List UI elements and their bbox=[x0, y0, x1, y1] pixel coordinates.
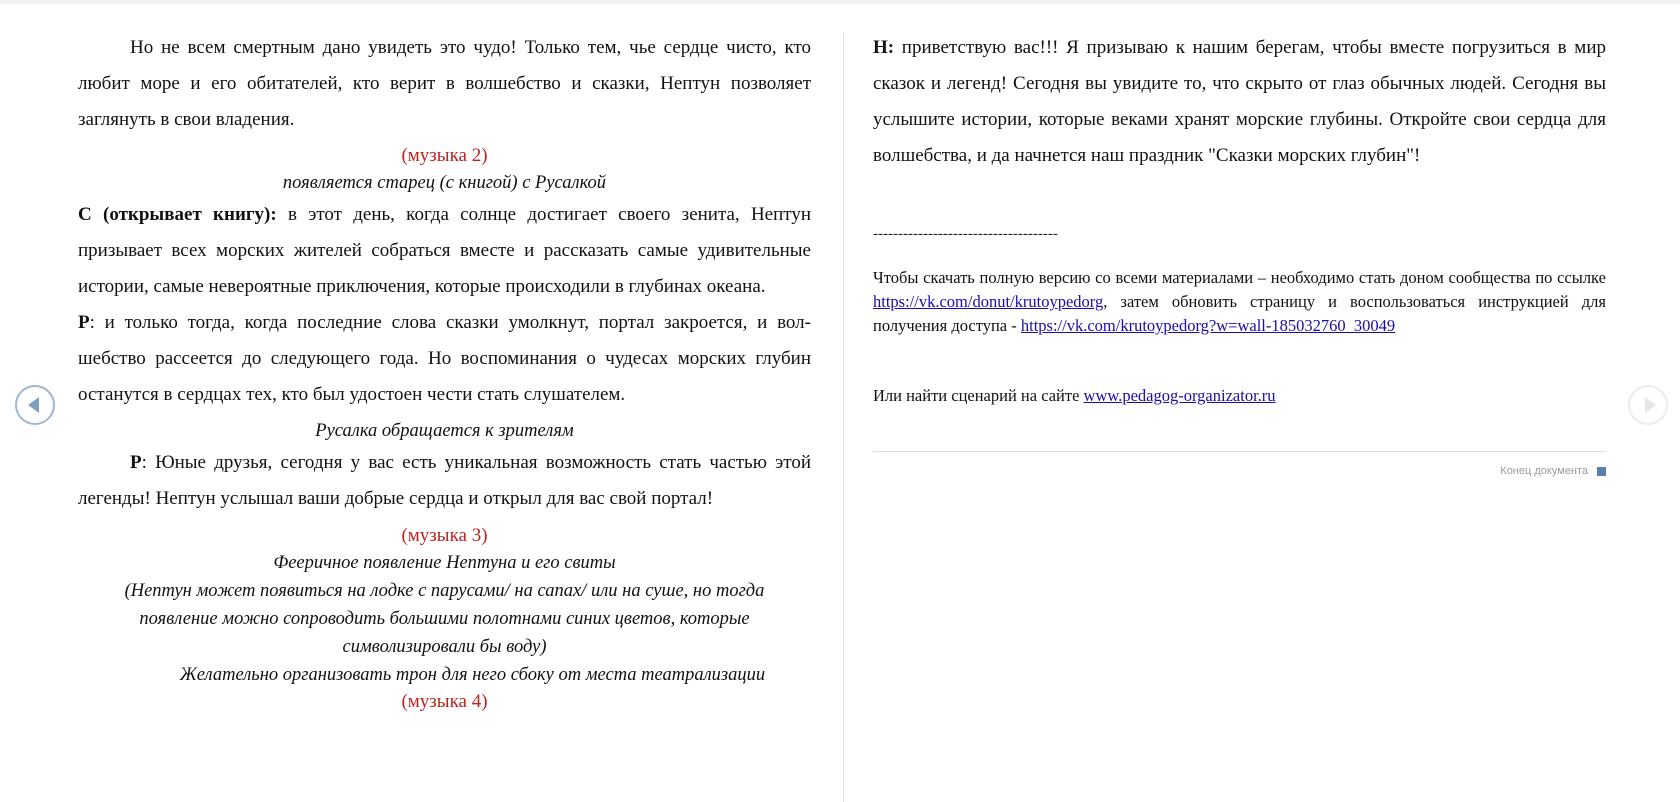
download-note-text-2: , затем обновить страницу и воспользоваться инструкцией для получения доступа - bbox=[873, 292, 1606, 335]
speaker-elder: С (открывает книгу): bbox=[78, 204, 277, 225]
mermaid-text-2: : Юные друзья, сегодня у вас есть уникальная возможность стать частью этой легенды! Нептун услышал ваши добрые сердца и открыл для вас свой портал! bbox=[78, 452, 811, 509]
previous-page-button[interactable] bbox=[15, 385, 55, 425]
site-note bbox=[873, 384, 1606, 408]
speaker-mermaid: Р bbox=[78, 312, 90, 333]
page-divider bbox=[843, 32, 844, 802]
end-of-document-label: Конец документа bbox=[1500, 465, 1588, 477]
paragraph-intro: Но не всем смертным дано увидеть это чудо! Только тем, чье сердце чисто, кто любит море и его обитателей, кто верит в волшебство и сказки, Нептун позволяет заглянуть в свои владения. bbox=[78, 37, 811, 130]
music-cue-3: (музыка 3) bbox=[401, 525, 488, 546]
speaker-neptune: Н: bbox=[873, 37, 895, 58]
download-note-text-1: Чтобы скачать полную версию со всеми материалами – необходимо стать доном сообщества по ссылке bbox=[873, 268, 1606, 287]
stage-direction-neptune-entrance: Фееричное появление Нептуна и его свиты bbox=[273, 553, 616, 573]
top-border bbox=[0, 0, 1680, 4]
elder-text: в этот день, когда солнце достигает своего зенита, Нептун призывает всех морских жителей собраться вместе и рассказать самые удивительные истории, самые невероятные приключения, которые происходили в глубинах океана. bbox=[78, 204, 811, 297]
download-note bbox=[873, 266, 1606, 338]
chevron-right-icon bbox=[1645, 397, 1656, 413]
site-link[interactable]: www.pedagog-organizator.ru bbox=[1083, 386, 1276, 405]
right-page bbox=[873, 30, 1606, 408]
stage-direction-mermaid: Русалка обращается к зрителям bbox=[315, 421, 574, 441]
next-page-button[interactable] bbox=[1628, 385, 1668, 425]
donut-link[interactable]: https://vk.com/donut/krutoypedorg bbox=[873, 292, 1104, 311]
separator-dashes: ------------------------------------- bbox=[873, 226, 1058, 242]
neptune-text: приветствую вас!!! Я призываю к нашим берегам, чтобы вместе погрузиться в мир сказок и легенд! Сегодня вы увидите то, что скрыто от глаз обычных людей. Сегодня вы услышите истории, которые веками хранят морские глубины. Откройте свои сердца для волшебства, и да начнется наш праздник "Сказки морских глубин"! bbox=[873, 37, 1606, 166]
speaker-mermaid-2: Р bbox=[130, 452, 142, 473]
stage-direction-neptune-options: (Нептун может появиться на лодке с парусами/ на сапах/ или на суше, но тогда появление можно сопроводить большими полотнами синих цветов, которые символизировали бы воду) bbox=[124, 581, 765, 657]
mermaid-line-1 bbox=[78, 305, 811, 413]
wall-post-link[interactable]: https://vk.com/krutoypedorg?w=wall-185032760_30049 bbox=[1020, 316, 1396, 335]
end-of-document-marker-icon bbox=[1597, 467, 1606, 476]
mermaid-line-2 bbox=[78, 445, 811, 517]
site-note-text: Или найти сценарий на сайте bbox=[873, 386, 1084, 405]
chevron-left-icon bbox=[28, 397, 39, 413]
stage-direction-throne: Желательно организовать трон для него сбоку от места театрализации bbox=[179, 665, 766, 685]
neptune-line bbox=[873, 30, 1606, 174]
elder-line bbox=[78, 197, 811, 305]
end-of-document-rule bbox=[873, 451, 1606, 452]
left-page bbox=[78, 30, 811, 715]
music-cue-2: (музыка 2) bbox=[401, 145, 488, 166]
stage-direction-elder: появляется старец (с книгой) с Русалкой bbox=[282, 173, 607, 193]
mermaid-text-1: : и только тогда, когда последние слова сказки умолкнут, портал закроется, и волшебство рассеется до следующего года. Но воспоминания о чудесах морских глубин останутся в сердцах тех, кто был удостоен чести стать слушателем. bbox=[78, 312, 811, 405]
music-cue-4: (музыка 4) bbox=[401, 691, 488, 712]
